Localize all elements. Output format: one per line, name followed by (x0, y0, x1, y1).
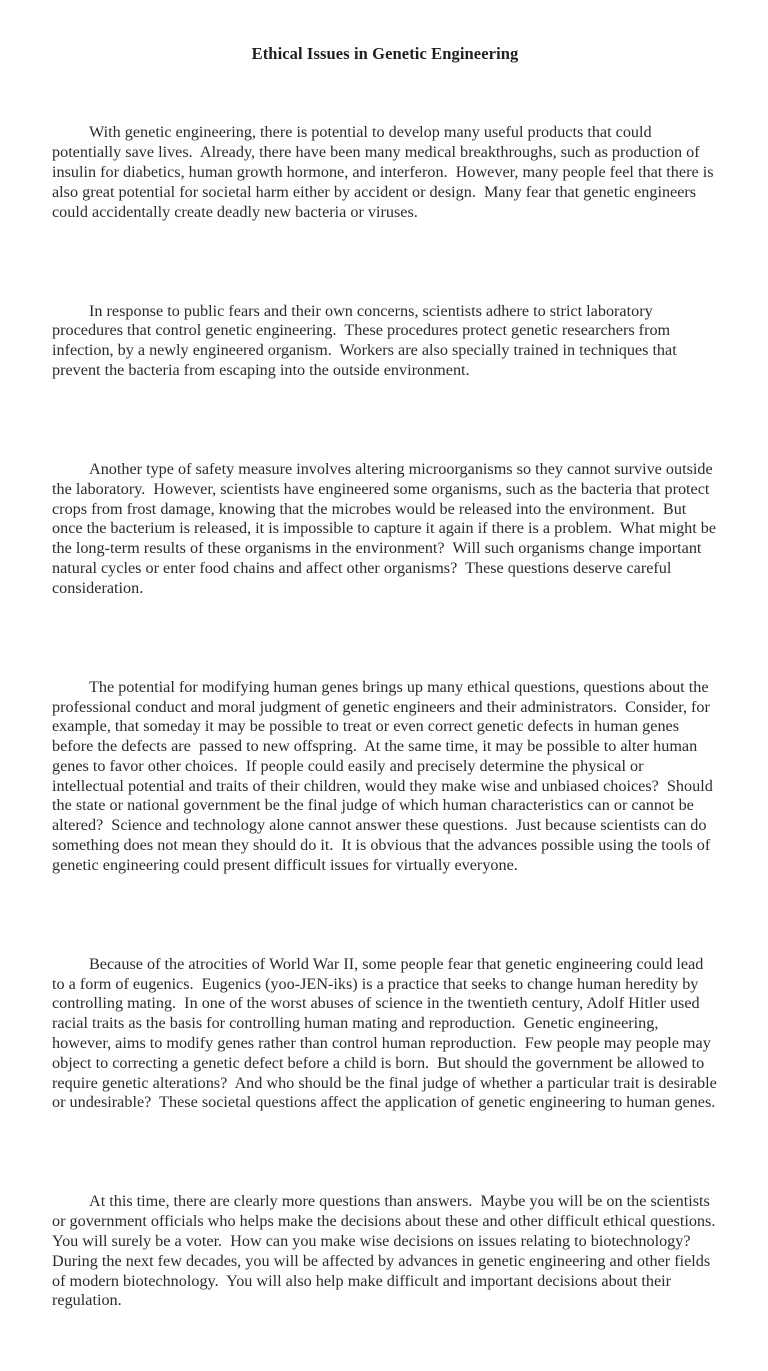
paragraph-3: Another type of safety measure involves altering microorganisms so they cannot survive outside the laboratory. However, scientists have engineered some organisms, such as the bacteria that protect crops from frost damage, knowing that the microbes would be released into the environment. But once the bacterium is released, it is impossible to capture it again if there is a problem. What might be the long-term results of these organisms in the environment? Will such organisms change important natural cycles or enter food chains and affect other organisms? These questions deserve careful consideration. (52, 459, 721, 597)
paragraph-1: With genetic engineering, there is potential to develop many useful products that could potentially save lives. Already, there have been many medical breakthroughs, such as production of insulin for diabetics, human growth hormone, and interferon. However, many people feel that there is also great potential for societal harm either by accident or design. Many fear that genetic engineers could accidentally create deadly new bacteria or viruses. (52, 123, 718, 221)
document-body (52, 64, 723, 1371)
paragraph-5: Because of the atrocities of World War II, some people fear that genetic engineering could lead to a form of eugenics. Eugenics (yoo-JEN-iks) is a practice that seeks to change human heredity by controlling mating. In one of the worst abuses of science in the twentieth century, Adolf Hitler used racial traits as the basis for controlling human mating and reproduction. Genetic engineering, however, aims to modify genes rather than control human reproduction. Few people may people may object to correcting a genetic defect before a child is born. But should the government be allowed to require genetic alterations? And who should be the final judge of whether a particular trait is desirable or undesirable? These societal questions affect the application of genetic engineering to human genes. (52, 954, 721, 1112)
paragraph-6: At this time, there are clearly more questions than answers. Maybe you will be on the scientists or government officials who helps make the decisions about these and other difficult ethical questions. You will surely be a voter. How can you make wise decisions on issues relating to biotechnology? During the next few decades, you will be affected by advances in genetic engineering and other fields of modern biotechnology. You will also help make difficult and important decisions about their regulation. (52, 1192, 723, 1310)
page-title: Ethical Issues in Genetic Engineering (251, 44, 519, 63)
paragraph-2: In response to public fears and their own concerns, scientists adhere to strict laboratory procedures that control genetic engineering. These procedures protect genetic researchers from infection, by a newly engineered organism. Workers are also specially trained in techniques that prevent the bacteria from escaping into the outside environment. (52, 301, 681, 379)
paragraph-4: The potential for modifying human genes brings up many ethical questions, questions about the professional conduct and moral judgment of genetic engineers and their administrators. Consider, for example, that someday it may be possible to treat or even correct genetic defects in human genes before the defects are passed to new offspring. At the same time, it may be possible to alter human genes to favor other choices. If people could easily and precisely determine the physical or intellectual potential and traits of their children, would they make wise and unbiased choices? Should the state or national government be the final judge of which human characteristics can or cannot be altered? Science and technology alone cannot answer these questions. Just because scientists can do something does not mean they should do it. It is obvious that the advances possible using the tools of genetic engineering could present difficult issues for virtually everyone. (52, 677, 717, 874)
